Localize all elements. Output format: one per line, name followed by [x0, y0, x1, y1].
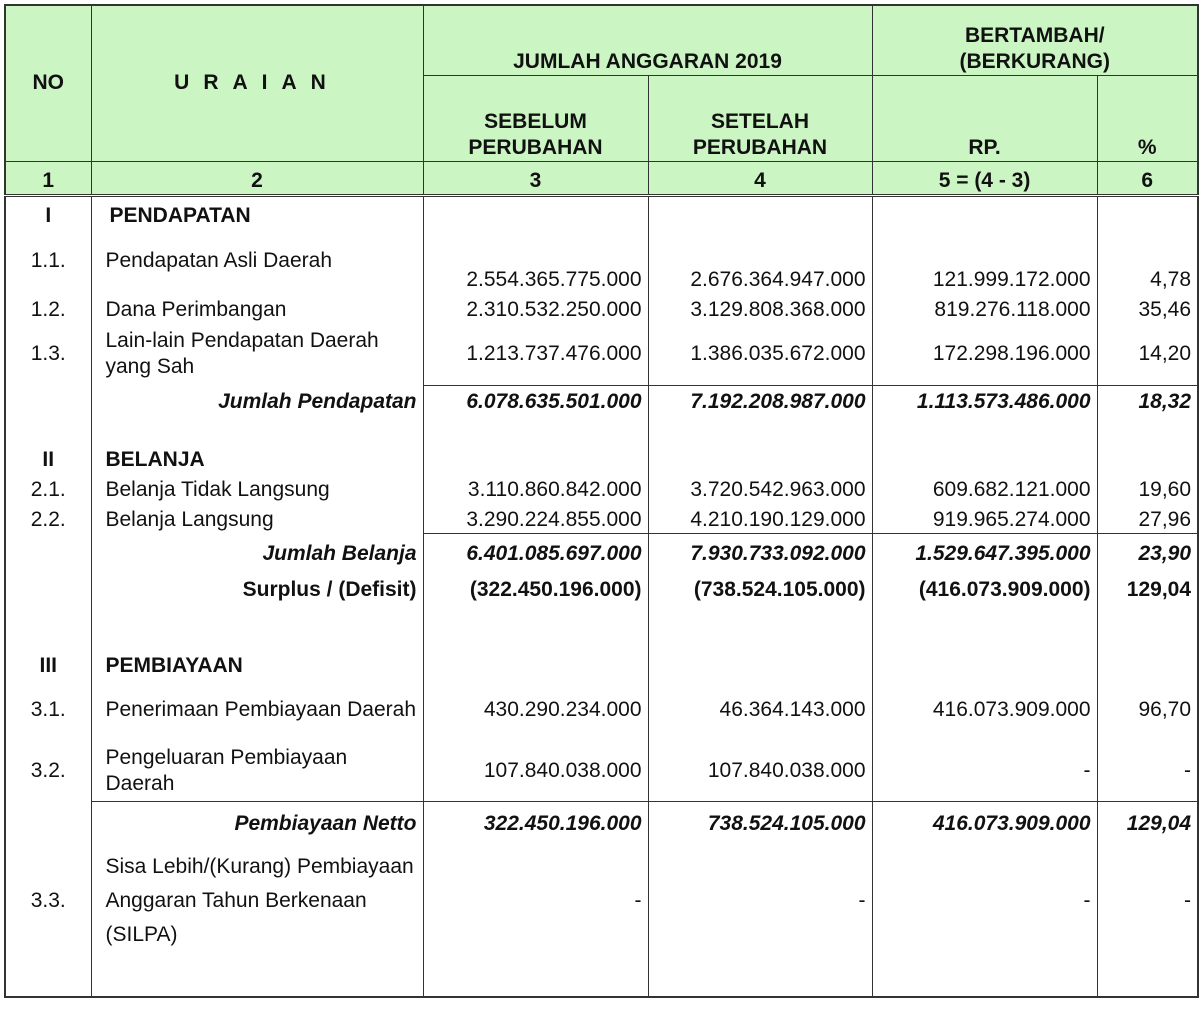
- header-uraian: URAIAN: [91, 5, 423, 161]
- row-no: 3.1.: [5, 679, 91, 741]
- row-setelah: -: [648, 837, 872, 965]
- index-col-6: 6: [1097, 161, 1198, 195]
- table-row: [5, 741, 1198, 801]
- row-setelah: 738.524.105.000: [648, 801, 872, 837]
- row-label: Surplus / (Defisit): [91, 567, 423, 603]
- row-rp: 1.529.647.395.000: [872, 533, 1097, 567]
- row-label: PENDAPATAN: [91, 195, 423, 229]
- row-rp: (416.073.909.000): [872, 567, 1097, 603]
- row-label: Belanja Langsung: [91, 503, 423, 533]
- row-rp: 609.682.121.000: [872, 473, 1097, 503]
- row-label: Jumlah Pendapatan: [91, 385, 423, 415]
- row-sebelum: 3.110.860.842.000: [423, 473, 648, 503]
- row-setelah: 46.364.143.000: [648, 679, 872, 741]
- table-row-total: [5, 533, 1198, 567]
- row-label: BELANJA: [91, 415, 423, 473]
- row-no: 1.2.: [5, 293, 91, 323]
- header-bertambah-berkurang: BERTAMBAH/ (BERKURANG): [872, 5, 1198, 75]
- row-label: Pendapatan Asli Daerah: [91, 229, 423, 293]
- row-setelah: (738.524.105.000): [648, 567, 872, 603]
- row-rp: 416.073.909.000: [872, 801, 1097, 837]
- row-no: 1.1.: [5, 229, 91, 293]
- table-row: [5, 503, 1198, 533]
- row-label: Sisa Lebih/(Kurang) Pembiayaan Anggaran Tahun Berkenaan (SILPA): [91, 837, 423, 965]
- row-pct: 18,32: [1097, 385, 1198, 415]
- header-rp: RP.: [872, 75, 1097, 161]
- row-sebelum: 3.290.224.855.000: [423, 503, 648, 533]
- table-row: [5, 323, 1198, 385]
- row-setelah: 3.129.808.368.000: [648, 293, 872, 323]
- row-rp: 172.298.196.000: [872, 323, 1097, 385]
- row-rp: 919.965.274.000: [872, 503, 1097, 533]
- table-row: [5, 473, 1198, 503]
- row-no: 3.3.: [5, 837, 91, 965]
- index-col-2: 2: [91, 161, 423, 195]
- header-setelah-perubahan: SETELAH PERUBAHAN: [648, 75, 872, 161]
- row-pct: 35,46: [1097, 293, 1198, 323]
- table-row: [5, 293, 1198, 323]
- table-row-total: [5, 385, 1198, 415]
- row-setelah: 3.720.542.963.000: [648, 473, 872, 503]
- table-row: [5, 837, 1198, 965]
- row-no: 1.3.: [5, 323, 91, 385]
- index-col-1: 1: [5, 161, 91, 195]
- row-label: Pembiayaan Netto: [91, 801, 423, 837]
- row-label: Belanja Tidak Langsung: [91, 473, 423, 503]
- row-pct: -: [1097, 741, 1198, 801]
- row-setelah: 4.210.190.129.000: [648, 503, 872, 533]
- row-label: Penerimaan Pembiayaan Daerah: [91, 679, 423, 741]
- table-row: [5, 679, 1198, 741]
- row-pct: 96,70: [1097, 679, 1198, 741]
- header-percent: %: [1097, 75, 1198, 161]
- row-sebelum: (322.450.196.000): [423, 567, 648, 603]
- budget-table: [4, 4, 1199, 998]
- row-no: 2.2.: [5, 503, 91, 533]
- row-pct: 19,60: [1097, 473, 1198, 503]
- row-sebelum: 2.554.365.775.000: [423, 229, 648, 293]
- row-rp: 416.073.909.000: [872, 679, 1097, 741]
- row-rp: 121.999.172.000: [872, 229, 1097, 293]
- table-row-total: [5, 801, 1198, 837]
- table-row: [5, 415, 1198, 473]
- row-pct: 23,90: [1097, 533, 1198, 567]
- row-sebelum: 322.450.196.000: [423, 801, 648, 837]
- row-sebelum: 2.310.532.250.000: [423, 293, 648, 323]
- table-row: [5, 229, 1198, 293]
- row-label: Dana Perimbangan: [91, 293, 423, 323]
- row-pct: 27,96: [1097, 503, 1198, 533]
- row-label: Jumlah Belanja: [91, 533, 423, 567]
- row-setelah: 7.930.733.092.000: [648, 533, 872, 567]
- table-row: [5, 603, 1198, 679]
- row-pct: -: [1097, 837, 1198, 965]
- table-row-surplus: [5, 567, 1198, 603]
- row-sebelum: 6.401.085.697.000: [423, 533, 648, 567]
- row-setelah: 1.386.035.672.000: [648, 323, 872, 385]
- header-sebelum-perubahan: SEBELUM PERUBAHAN: [423, 75, 648, 161]
- row-no: I: [5, 195, 91, 229]
- index-col-4: 4: [648, 161, 872, 195]
- header-no: NO: [5, 5, 91, 161]
- row-label: PEMBIAYAAN: [91, 603, 423, 679]
- row-sebelum: 107.840.038.000: [423, 741, 648, 801]
- row-no: III: [5, 603, 91, 679]
- row-setelah: 7.192.208.987.000: [648, 385, 872, 415]
- row-sebelum: 6.078.635.501.000: [423, 385, 648, 415]
- row-rp: 819.276.118.000: [872, 293, 1097, 323]
- row-label: Lain-lain Pendapatan Daerah yang Sah: [91, 323, 423, 385]
- row-sebelum: 1.213.737.476.000: [423, 323, 648, 385]
- row-pct: 129,04: [1097, 801, 1198, 837]
- index-col-5: 5 = (4 - 3): [872, 161, 1097, 195]
- header-jumlah-anggaran: JUMLAH ANGGARAN 2019: [423, 5, 872, 75]
- row-rp: -: [872, 741, 1097, 801]
- row-pct: 4,78: [1097, 229, 1198, 293]
- row-sebelum: -: [423, 837, 648, 965]
- row-pct: 14,20: [1097, 323, 1198, 385]
- row-no: II: [5, 415, 91, 473]
- row-rp: 1.113.573.486.000: [872, 385, 1097, 415]
- row-label: Pengeluaran Pembiayaan Daerah: [91, 741, 423, 801]
- row-sebelum: 430.290.234.000: [423, 679, 648, 741]
- row-pct: 129,04: [1097, 567, 1198, 603]
- row-setelah: 107.840.038.000: [648, 741, 872, 801]
- index-col-3: 3: [423, 161, 648, 195]
- table-row: [5, 195, 1198, 229]
- row-no: 2.1.: [5, 473, 91, 503]
- row-setelah: 2.676.364.947.000: [648, 229, 872, 293]
- row-rp: -: [872, 837, 1097, 965]
- row-no: 3.2.: [5, 741, 91, 801]
